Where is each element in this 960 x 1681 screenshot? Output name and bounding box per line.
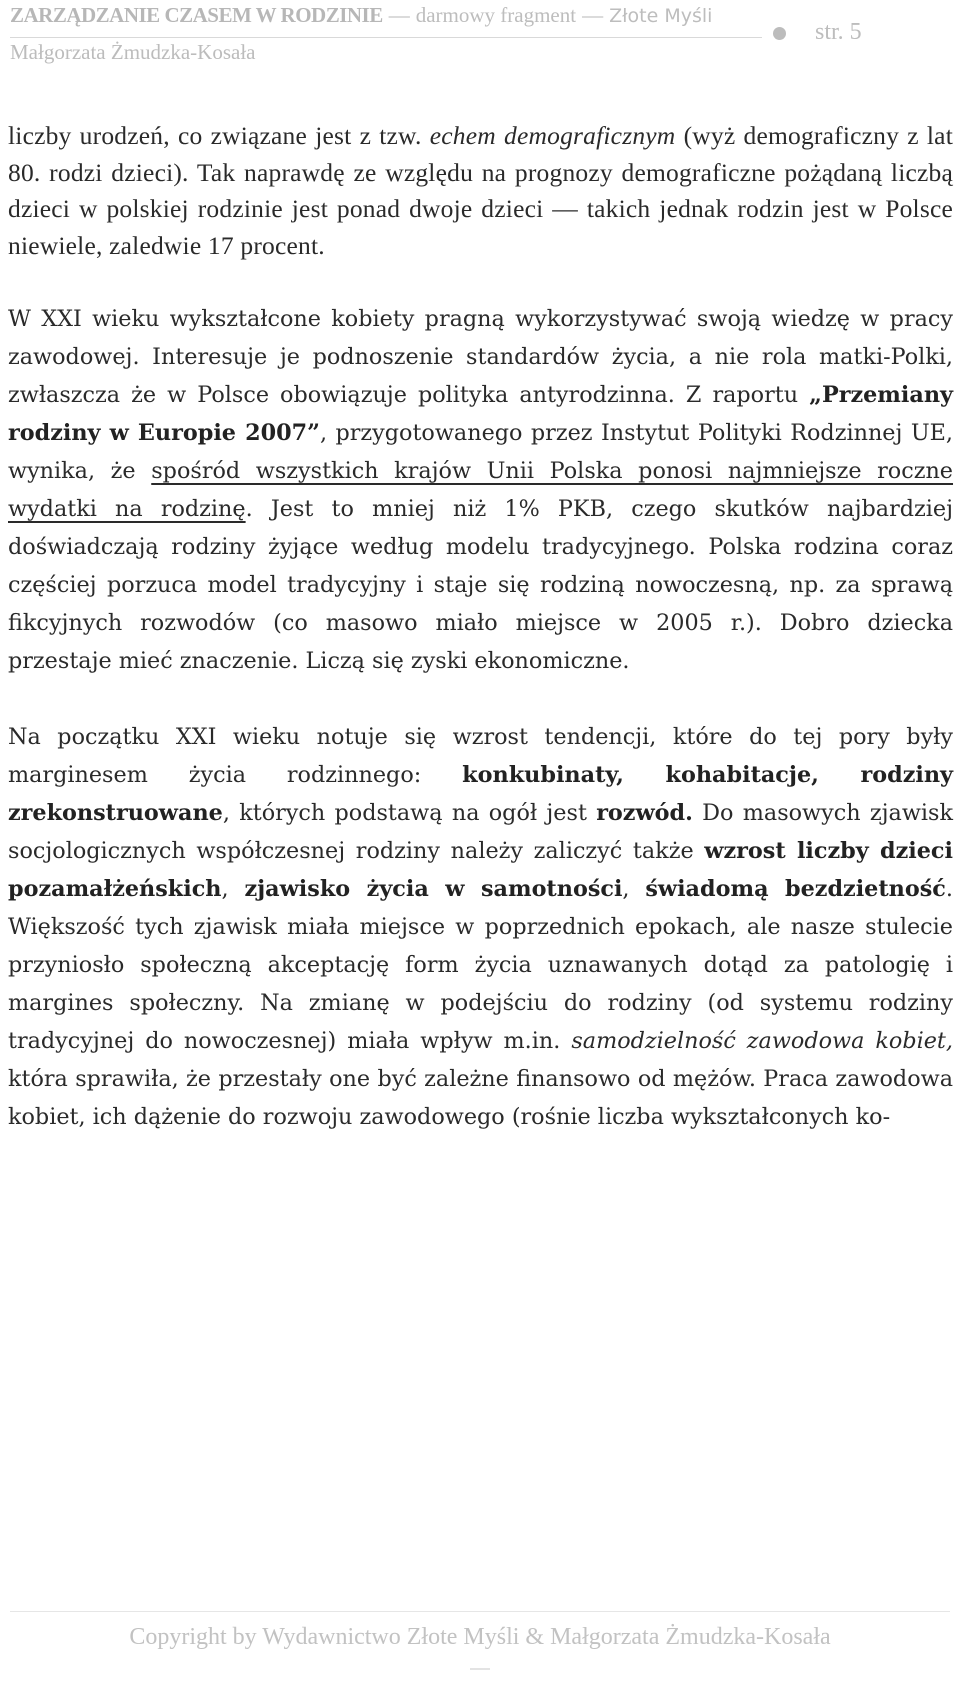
publisher-separator: — [582, 3, 604, 27]
paragraph-2 [8, 300, 953, 680]
paragraph-1 [8, 118, 953, 264]
italic-term: samodzielność zawodowa kobiet, [571, 1028, 953, 1055]
title-separator: — [388, 3, 410, 27]
bold-term: rozwód. [596, 800, 693, 827]
bold-term: wzrost liczby dzieci pozamałżeńskich [8, 838, 953, 903]
text-run: Na początku XXI wieku notuje się wzrost tendencji, które do tej pory były marginesem życia rodzinnego: [8, 724, 953, 789]
header-title-line [10, 3, 712, 28]
report-title: „Przemiany rodziny w Europie 2007” [8, 382, 953, 447]
text-run: , [221, 876, 245, 903]
text-run: (wyż demograficzny z lat 80. rodzi dzieci). Tak naprawdę ze względu na prognozy demograficzne pożądaną liczbą dzieci w polskiej rodzinie jest ponad dwoje dzieci — takich jednak rodzin jest w Polsce niewiele, zaledwie 17 procent. [8, 121, 953, 260]
text-run: . Jest to mniej niż 1% PKB, czego skutków najbardziej doświadczają rodziny żyjące według modelu tradycyjnego. Polska rodzina coraz częściej porzuca model tradycyjny i staje się rodziną nowoczesną, np. za sprawą fikcyjnych rozwodów (co masowo miało miejsce w 2005 r.). Dobro dziecka przestaje mieć znaczenie. Liczą się zyski ekonomiczne. [8, 496, 953, 675]
bold-term: zjawisko życia w samotności [244, 876, 623, 903]
text-run: , przygotowanego przez Instytut Polityki Rodzinnej UE, wynika, że [8, 420, 953, 485]
text-run: . Większość tych zjawisk miała miejsce w poprzednich epokach, ale nasze stulecie przyniosło społeczną akceptację form życia uznawanych dotąd za patologię i margines społeczny. Na zmianę w podejściu do rodziny (od systemu rodziny tradycyjnej do nowoczesnej) miała wpływ m.in. [8, 876, 953, 1055]
text-run: liczby urodzeń, co związane jest z tzw. [8, 121, 430, 150]
page-content [8, 118, 953, 1136]
author-name: Małgorzata Żmudzka-Kosała [10, 40, 256, 64]
text-run: która sprawiła, że przestały one być zależne finansowo od mężów. Praca zawodowa kobiet, ich dążenie do rozwoju zawodowego (rośnie liczba wykształconych ko- [8, 1066, 953, 1131]
bold-term: świadomą bezdzietność [645, 876, 946, 903]
page-header [10, 0, 950, 85]
bullet-icon [773, 27, 786, 40]
text-run: W XXI wieku wykształcone kobiety pragną wykorzystywać swoją wiedzę w pracy zawodowej. Interesuje je podnoszenie standardów życia, a nie rola matki-Polki, zwłaszcza że w Polsce obowiązuje polityka antyrodzinna. Z raportu [8, 306, 953, 409]
page-number: str. 5 [815, 19, 862, 45]
text-run: , których podstawą na ogół jest [222, 800, 597, 827]
publisher-name: Złote Myśli [609, 5, 713, 27]
text-run: Do masowych zjawisk socjologicznych współczesnej rodziny należy zaliczyć także [8, 800, 953, 865]
paragraph-3 [8, 718, 953, 1136]
footer-copyright: Copyright by Wydawnictwo Złote Myśli & Małgorzata Żmudzka-Kosała [129, 1624, 831, 1650]
header-divider [10, 37, 762, 38]
bold-term: konkubinaty, kohabitacje, rodziny zrekonstruowane [8, 762, 953, 827]
italic-term: echem demograficznym [429, 121, 676, 150]
footer-divider [10, 1611, 950, 1612]
book-title: ZARZĄDZANIE CZASEM W RODZINIE [10, 3, 383, 27]
fragment-label: darmowy fragment [415, 3, 577, 27]
text-run: , [622, 876, 646, 903]
footer-mark [470, 1668, 490, 1670]
underlined-statement: spośród wszystkich krajów Unii Polska ponosi najmniejsze roczne wydatki na rodzinę [8, 458, 954, 523]
